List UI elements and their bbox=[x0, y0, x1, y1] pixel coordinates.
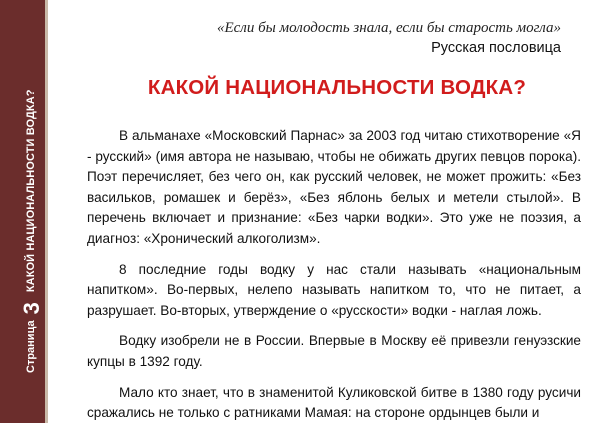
paragraph: Водку изобрели не в России. Впервые в Москву её привезли генуэзские купцы в 1392 году. bbox=[87, 333, 581, 369]
page-label: Страница bbox=[25, 320, 37, 373]
sidebar-vertical-label bbox=[19, 89, 44, 373]
page-number: 3 bbox=[19, 302, 44, 315]
paragraph: Мало кто знает, что в знаменитой Куликовской битве в 1380 году русичи сражались не только с ратниками Мамая: на стороне ордынцев были и bbox=[87, 384, 581, 421]
paragraph: В альманахе «Московский Парнас» за 2003 год читаю стихотворение «Я - русский» (имя автора не называю, чтобы не обижать других певцов порока). Поэт перечисляет, без чего он, как русский человек, не может прожить: «Без васильков, ромашек и берёз», «Без яблонь белых и метели стылой». В перечень включает и признание: «Без чарки водки». Это уже не поэзия, а диагноз: «Хронический алкоголизм». bbox=[87, 128, 581, 246]
paragraph: 8 последние годы водку у нас стали называть «национальным напитком». Во-первых, нелепо называть напитком то, что не питает, а разрушает. Во-вторых, утверждение о «русскости» водки - наглая ложь. bbox=[87, 261, 581, 318]
sidebar bbox=[0, 0, 48, 423]
epigraph-author: Русская пословица bbox=[431, 40, 561, 56]
article-body bbox=[87, 126, 581, 434]
sidebar-title: КАКОЙ НАЦИОНАЛЬНОСТИ ВОДКА? bbox=[25, 89, 37, 293]
article-title: КАКОЙ НАЦИОНАЛЬНОСТИ ВОДКА? bbox=[147, 76, 527, 99]
epigraph-quote: «Если бы молодость знала, если бы старость могла» bbox=[216, 20, 561, 36]
epigraph bbox=[217, 18, 561, 58]
